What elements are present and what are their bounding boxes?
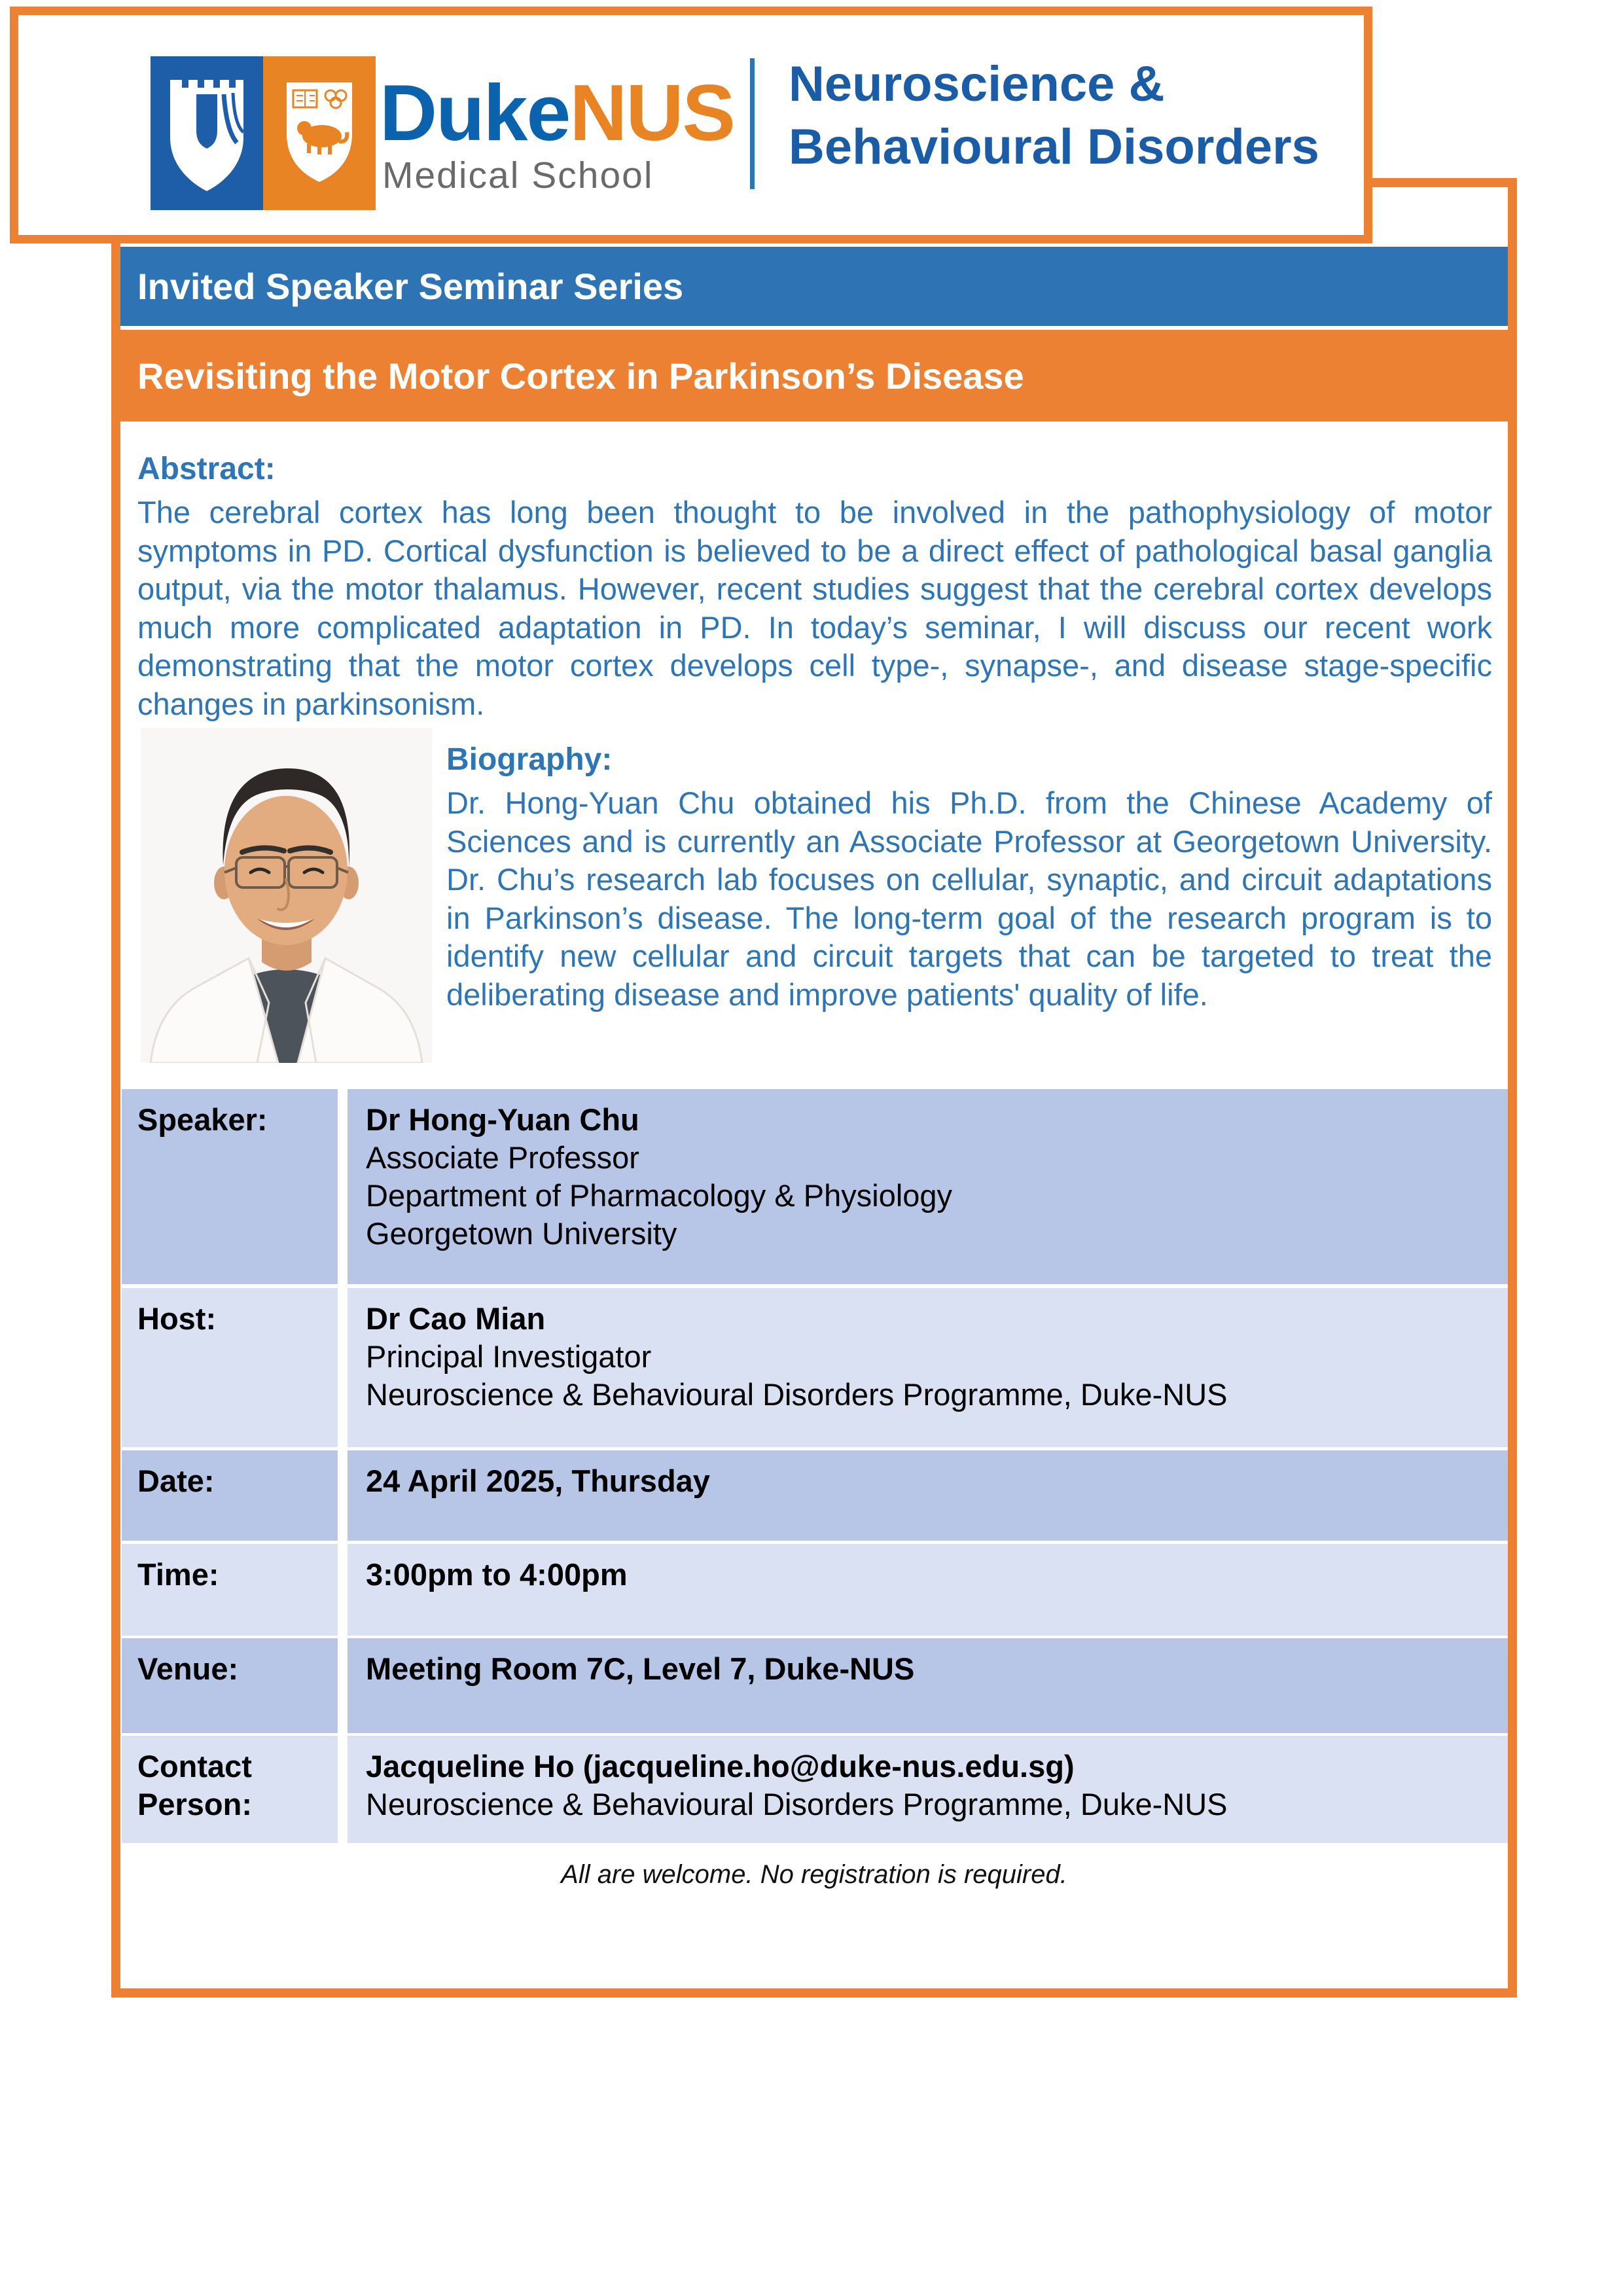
seminar-title-banner (120, 330, 1508, 422)
row-value (348, 1089, 1508, 1284)
value-line: Associate Professor (366, 1140, 639, 1175)
programme-line-2: Behavioural Disorders (789, 119, 1319, 175)
row-label: Date: (122, 1450, 338, 1541)
biography-heading: Biography: (446, 742, 613, 777)
value-line: 24 April 2025, Thursday (366, 1463, 710, 1498)
value-line: Neuroscience & Behavioural Disorders Programme, Duke-NUS (366, 1377, 1228, 1412)
dukenus-wordmark (380, 68, 734, 157)
value-line: Georgetown University (366, 1216, 677, 1251)
abstract-section (137, 450, 1492, 723)
wordmark-duke: Duke (380, 68, 570, 157)
value-line: Dr Cao Mian (366, 1301, 546, 1336)
series-banner-title: Invited Speaker Seminar Series (137, 266, 684, 307)
table-row-time (122, 1544, 1508, 1636)
row-label: Host: (122, 1288, 338, 1447)
value-line: 3:00pm to 4:00pm (366, 1557, 628, 1592)
value-line: Principal Investigator (366, 1339, 652, 1374)
programme-line-1: Neuroscience & (789, 56, 1165, 112)
row-value (348, 1638, 1508, 1733)
duke-shield-icon (151, 56, 263, 210)
row-label: Contact Person: (122, 1736, 338, 1843)
value-line: Department of Pharmacology & Physiology (366, 1178, 953, 1213)
row-label: Time: (122, 1544, 338, 1636)
table-row-venue (122, 1638, 1508, 1733)
programme-title (789, 53, 1319, 179)
wordmark-subtitle: Medical School (382, 154, 654, 196)
row-value (348, 1544, 1508, 1636)
biography-section (446, 741, 1492, 1014)
row-value (348, 1450, 1508, 1541)
value-line: Neuroscience & Behavioural Disorders Programme, Duke-NUS (366, 1787, 1228, 1821)
series-banner (120, 247, 1508, 326)
row-label: Venue: (122, 1638, 338, 1733)
value-line: Jacqueline Ho (jacqueline.ho@duke-nus.edu.sg) (366, 1749, 1075, 1784)
biography-body: Dr. Hong-Yuan Chu obtained his Ph.D. from the Chinese Academy of Sciences and is currently an Associate Professor at Georgetown University. Dr. Chu’s research lab focuses on cellular, synaptic, and circuit adaptations in Parkinson’s disease. The long-term goal of the research program is to identify new cellular and circuit targets that can be targeted to treat the deliberating disease and improve patients' quality of life. (446, 785, 1492, 1012)
value-line: Dr Hong-Yuan Chu (366, 1102, 639, 1137)
logo-divider (750, 58, 755, 189)
abstract-heading: Abstract: (137, 452, 276, 486)
wordmark-nus: NUS (569, 68, 734, 157)
abstract-body: The cerebral cortex has long been thought to be involved in the pathophysiology of motor symptoms in PD. Cortical dysfunction is believed to be a direct effect of pathological basal ganglia output, via the motor thalamus. However, recent studies suggest that the cerebral cortex develops much more complicated adaptation in PD. In today’s seminar, I will discuss our recent work demonstrating that the motor cortex develops cell type-, synapse-, and disease stage-specific changes in parkinsonism. (137, 495, 1492, 721)
seminar-title: Revisiting the Motor Cortex in Parkinson’s Disease (137, 355, 1024, 397)
row-value (348, 1288, 1508, 1447)
footer-note: All are welcome. No registration is required. (561, 1860, 1067, 1889)
details-table (122, 1089, 1508, 1843)
table-row-date (122, 1450, 1508, 1541)
table-row-contact (122, 1736, 1508, 1843)
header (10, 7, 1372, 243)
speaker-photo (141, 728, 432, 1063)
table-row-host (122, 1288, 1508, 1447)
value-line: Meeting Room 7C, Level 7, Duke-NUS (366, 1651, 915, 1686)
nus-crest-icon (263, 56, 376, 210)
row-value (348, 1736, 1508, 1843)
row-label: Speaker: (122, 1089, 338, 1284)
table-row-speaker (122, 1089, 1508, 1284)
